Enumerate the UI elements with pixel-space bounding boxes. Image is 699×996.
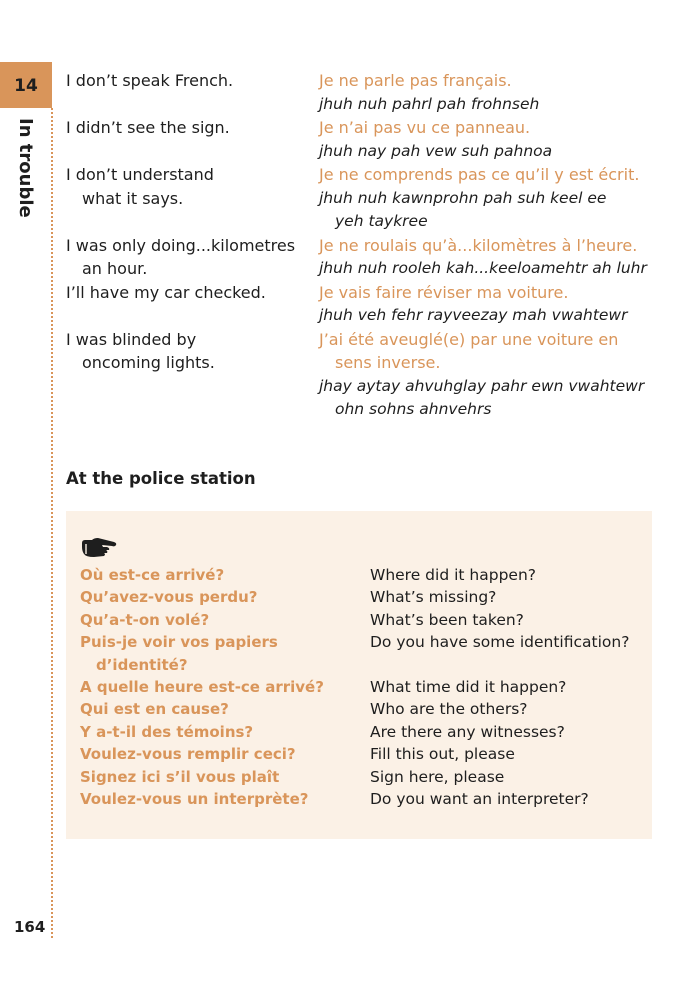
- chapter-title: In trouble: [15, 118, 36, 218]
- english-question: [370, 743, 640, 765]
- english-line: I don’t speak French.: [66, 71, 234, 90]
- english-question: [370, 721, 640, 743]
- english-line: I was blinded by: [66, 329, 197, 349]
- french-question-line: Qui est en cause?: [80, 700, 229, 719]
- question-row: [80, 564, 640, 586]
- french-question-line: Voulez-vous un interprète?: [80, 790, 309, 809]
- french-question: [80, 609, 370, 631]
- phrase-row: [66, 163, 656, 234]
- side-dotted-rule: [51, 108, 53, 938]
- french-question-line: Y a-t-il des témoins?: [80, 722, 254, 741]
- english-question-line: [370, 654, 640, 676]
- french-question-line: d’identité?: [96, 655, 188, 674]
- pronunciation-line: jhuh nay pah vew suh pahnoa: [319, 141, 553, 160]
- french-question-line: Voulez-vous remplir ceci?: [80, 745, 296, 764]
- english-line: I didn’t see the sign.: [66, 118, 230, 137]
- french-line: sens inverse.: [335, 353, 441, 372]
- english-line: oncoming lights.: [82, 353, 215, 372]
- phrase-table: [66, 69, 656, 422]
- english-question-line: Do you want an interpreter?: [370, 790, 589, 809]
- question-row: [80, 586, 640, 608]
- french-question: [80, 743, 370, 765]
- page-number: 164: [14, 918, 46, 936]
- english-question: [370, 698, 640, 720]
- english-line: I was only doing...kilometres: [66, 235, 296, 255]
- question-row: [80, 676, 640, 698]
- pronunciation-line: jhay aytay ahvuhglay pahr ewn vwahtewr: [319, 376, 645, 395]
- french-question-line: Qu’a-t-on volé?: [80, 610, 210, 629]
- english-line: what it says.: [82, 188, 184, 208]
- french-question: [80, 698, 370, 720]
- translation: [319, 281, 656, 328]
- questions-table: [80, 564, 640, 810]
- english-question-line: Are there any witnesses?: [370, 722, 565, 741]
- french-question-line: Qu’avez-vous perdu?: [80, 588, 258, 607]
- question-row: [80, 609, 640, 631]
- phrase-row: [66, 281, 656, 328]
- english-line: I’ll have my car checked.: [66, 282, 266, 302]
- english-phrase: [66, 234, 319, 281]
- phrase-row: [66, 69, 656, 116]
- translation: [319, 116, 656, 163]
- english-phrase: [66, 281, 319, 328]
- question-row: [80, 698, 640, 720]
- french-question: [80, 766, 370, 788]
- pointing-hand-icon: [80, 537, 118, 559]
- chapter-number: 14: [14, 76, 38, 96]
- question-row: [80, 631, 640, 676]
- english-question-line: Do you have some identification?: [370, 633, 630, 652]
- english-question: [370, 766, 640, 788]
- english-question-line: What time did it happen?: [370, 678, 567, 697]
- french-line: Je n’ai pas vu ce panneau.: [319, 118, 531, 137]
- phrase-row: [66, 328, 656, 422]
- french-question: [80, 564, 370, 586]
- french-question: [80, 721, 370, 743]
- pronunciation-line: ohn sohns ahnvehrs: [335, 400, 492, 418]
- translation: [319, 163, 656, 234]
- pronunciation-line: jhuh nuh rooleh kah...keeloamehtr ah luhr: [319, 259, 647, 277]
- translation: [319, 328, 656, 422]
- french-line: J’ai été aveuglé(e) par une voiture en: [319, 329, 619, 349]
- phrase-row: [66, 234, 656, 281]
- french-question: [80, 676, 370, 698]
- english-question-line: What’s missing?: [370, 588, 497, 607]
- question-row: [80, 721, 640, 743]
- english-question: [370, 609, 640, 631]
- question-row: [80, 788, 640, 810]
- english-line: an hour.: [82, 259, 148, 278]
- french-question: [80, 586, 370, 608]
- pronunciation-line: yeh taykree: [335, 212, 428, 230]
- phrase-row: [66, 116, 656, 163]
- pronunciation-line: jhuh nuh kawnprohn pah suh keel ee: [319, 188, 607, 207]
- french-question-line: Signez ici s’il vous plaît: [80, 767, 280, 786]
- french-question: [80, 788, 370, 810]
- french-line: Je ne roulais qu’à...kilomètres à l’heure.: [319, 235, 638, 255]
- english-question: [370, 788, 640, 810]
- english-line: I don’t understand: [66, 165, 214, 184]
- english-question-line: Sign here, please: [370, 767, 505, 786]
- english-question: [370, 564, 640, 586]
- pronunciation-line: jhuh veh fehr rayveezay mah vwahtewr: [319, 306, 628, 324]
- french-question-line: Puis-je voir vos papiers: [80, 633, 278, 652]
- english-question-line: Where did it happen?: [370, 566, 536, 584]
- french-question-line: A quelle heure est-ce arrivé?: [80, 678, 324, 697]
- french-line: Je ne comprends pas ce qu’il y est écrit.: [319, 165, 640, 184]
- translation: [319, 234, 656, 281]
- english-question: [370, 631, 640, 676]
- english-phrase: [66, 163, 319, 234]
- section-heading: At the police station: [66, 469, 256, 488]
- english-phrase: [66, 116, 319, 163]
- english-question: [370, 676, 640, 698]
- english-question-line: What’s been taken?: [370, 610, 524, 629]
- french-line: Je ne parle pas français.: [319, 71, 512, 90]
- english-phrase: [66, 69, 319, 116]
- pronunciation-line: jhuh nuh pahrl pah frohnseh: [319, 94, 540, 113]
- question-row: [80, 766, 640, 788]
- police-phrases-box: [66, 511, 652, 839]
- question-row: [80, 743, 640, 765]
- english-phrase: [66, 328, 319, 422]
- french-line: Je vais faire réviser ma voiture.: [319, 282, 569, 302]
- translation: [319, 69, 656, 116]
- french-question: [80, 631, 370, 676]
- english-question: [370, 586, 640, 608]
- french-question-line: Où est-ce arrivé?: [80, 566, 225, 584]
- chapter-number-tab: [0, 62, 52, 108]
- english-question-line: Who are the others?: [370, 700, 528, 719]
- english-question-line: Fill this out, please: [370, 745, 515, 764]
